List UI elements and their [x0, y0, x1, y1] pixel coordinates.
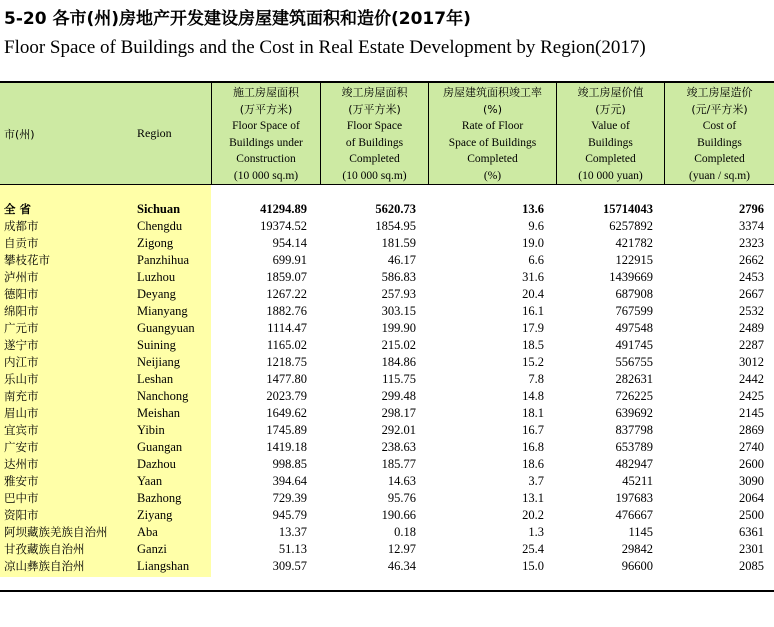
value-completed-value: 482947	[615, 457, 653, 471]
floor-space-completed-value: 181.59	[381, 236, 416, 250]
header-region-cn: 市(州)	[4, 128, 35, 141]
region-name-en: Deyang	[137, 287, 176, 301]
region-name-en: Mianyang	[137, 304, 188, 318]
floor-space-completed-value: 5620.73	[375, 202, 416, 216]
header-en-line: Buildings	[697, 136, 742, 149]
region-name-cn: 绵阳市	[4, 304, 39, 318]
cost-completed-value: 2667	[739, 287, 764, 301]
region-name-en: Suining	[137, 338, 176, 352]
value-completed-value: 726225	[615, 389, 653, 403]
value-completed-value: 687908	[615, 287, 653, 301]
value-completed-value: 282631	[615, 372, 653, 386]
value-completed-value: 96600	[621, 559, 653, 573]
header-unit: (%)	[483, 169, 502, 182]
header-cn: 竣工房屋价值	[577, 86, 644, 99]
floor-space-construction-value: 1882.76	[266, 304, 307, 318]
value-completed-value: 837798	[615, 423, 653, 437]
header-en-line: Rate of Floor	[461, 120, 524, 132]
completion-rate-value: 18.1	[522, 406, 544, 420]
floor-space-construction-value: 954.14	[272, 236, 307, 250]
completion-rate-value: 7.8	[528, 372, 544, 386]
region-name-en: Guangyuan	[137, 321, 195, 335]
floor-space-completed-value: 586.83	[381, 270, 416, 284]
value-completed-value: 29842	[621, 542, 653, 556]
header-en-line: Completed	[467, 153, 518, 165]
floor-space-construction-value: 1649.62	[266, 406, 307, 420]
region-name-cn: 广安市	[4, 440, 39, 454]
cost-completed-value: 2489	[739, 321, 764, 335]
completion-rate-value: 15.0	[522, 559, 544, 573]
table-row	[0, 439, 774, 456]
cost-completed-value: 2287	[739, 338, 764, 352]
table-row	[0, 303, 774, 320]
region-name-en: Guangan	[137, 440, 183, 454]
floor-space-completed-value: 12.97	[387, 542, 416, 556]
header-cn-unit: (万平方米)	[348, 102, 401, 116]
completion-rate-value: 20.4	[522, 287, 544, 301]
completion-rate-value: 16.8	[522, 440, 544, 454]
table-body	[0, 201, 774, 575]
header-col-floor-space-construction	[212, 83, 320, 184]
table-row-total	[0, 201, 774, 218]
header-col-cost-completed	[665, 83, 774, 184]
floor-space-completed-value: 46.17	[387, 253, 416, 267]
completion-rate-value: 13.6	[522, 202, 544, 216]
floor-space-construction-value: 19374.52	[260, 219, 307, 233]
table-row	[0, 269, 774, 286]
table-row	[0, 558, 774, 575]
table-row	[0, 252, 774, 269]
completion-rate-value: 20.2	[522, 508, 544, 522]
header-cn: 房屋建筑面积竣工率	[443, 86, 542, 99]
region-name-cn: 攀枝花市	[4, 253, 50, 267]
completion-rate-value: 14.8	[522, 389, 544, 403]
floor-space-completed-value: 299.48	[381, 389, 416, 403]
floor-space-completed-value: 303.15	[381, 304, 416, 318]
header-unit: (10 000 sq.m)	[233, 169, 299, 182]
table-row	[0, 422, 774, 439]
header-cn-unit: (元/平方米)	[691, 102, 748, 116]
completion-rate-value: 3.7	[528, 474, 544, 488]
floor-space-construction-value: 699.91	[272, 253, 307, 267]
region-name-en: Nanchong	[137, 389, 189, 403]
cost-completed-value: 2500	[739, 508, 764, 522]
cost-completed-value: 2740	[739, 440, 764, 454]
region-name-cn: 遂宁市	[4, 338, 39, 352]
region-name-en: Zigong	[137, 236, 174, 250]
header-cn: 竣工房屋面积	[341, 86, 408, 99]
cost-completed-value: 2869	[739, 423, 764, 437]
value-completed-value: 1145	[628, 525, 653, 539]
cost-completed-value: 2145	[739, 406, 764, 420]
region-name-en: Ganzi	[137, 542, 167, 556]
cost-completed-value: 3090	[739, 474, 764, 488]
table-row	[0, 541, 774, 558]
region-name-en: Liangshan	[137, 559, 190, 573]
region-name-en: Aba	[137, 525, 158, 539]
header-en-line: Buildings under	[229, 136, 303, 149]
region-name-en: Neijiang	[137, 355, 181, 369]
completion-rate-value: 16.7	[522, 423, 544, 437]
table-row	[0, 473, 774, 490]
value-completed-value: 491745	[615, 338, 653, 352]
region-name-cn: 眉山市	[4, 406, 39, 420]
region-name-en: Yaan	[137, 474, 163, 488]
region-name-en: Bazhong	[137, 491, 182, 505]
cost-completed-value: 2064	[739, 491, 764, 505]
floor-space-completed-value: 238.63	[381, 440, 416, 454]
value-completed-value: 15714043	[603, 202, 653, 216]
region-name-cn: 广元市	[4, 321, 39, 335]
floor-space-construction-value: 729.39	[272, 491, 307, 505]
floor-space-completed-value: 184.86	[381, 355, 416, 369]
value-completed-value: 476667	[615, 508, 653, 522]
floor-space-completed-value: 1854.95	[375, 219, 416, 233]
floor-space-construction-value: 1745.89	[266, 423, 307, 437]
header-en-line: Completed	[349, 153, 400, 165]
region-name-cn: 内江市	[4, 355, 39, 369]
floor-space-completed-value: 298.17	[381, 406, 416, 420]
table-row	[0, 354, 774, 371]
region-name-cn: 甘孜藏族自治州	[4, 542, 85, 556]
completion-rate-value: 31.6	[522, 270, 544, 284]
floor-space-construction-value: 41294.89	[260, 202, 307, 216]
table-row	[0, 337, 774, 354]
floor-space-construction-value: 1859.07	[266, 270, 307, 284]
floor-space-completed-value: 115.75	[382, 372, 416, 386]
table-row	[0, 320, 774, 337]
cost-completed-value: 2600	[739, 457, 764, 471]
completion-rate-value: 15.2	[522, 355, 544, 369]
floor-space-construction-value: 1165.02	[266, 338, 307, 352]
value-completed-value: 122915	[615, 253, 653, 267]
completion-rate-value: 9.6	[528, 219, 544, 233]
region-name-cn: 泸州市	[4, 270, 39, 284]
cost-completed-value: 2301	[739, 542, 764, 556]
value-completed-value: 1439669	[609, 270, 653, 284]
cost-completed-value: 2662	[739, 253, 764, 267]
completion-rate-value: 18.5	[522, 338, 544, 352]
completion-rate-value: 17.9	[522, 321, 544, 335]
value-completed-value: 767599	[615, 304, 653, 318]
region-name-en: Sichuan	[137, 202, 181, 216]
region-name-en: Leshan	[137, 372, 174, 386]
completion-rate-value: 6.6	[528, 253, 544, 267]
header-col-floor-space-completed	[321, 83, 428, 184]
floor-space-construction-value: 13.37	[278, 525, 307, 539]
header-unit: (10 000 yuan)	[578, 169, 643, 182]
floor-space-completed-value: 292.01	[381, 423, 416, 437]
region-name-en: Chengdu	[137, 219, 183, 233]
floor-space-construction-value: 1267.22	[266, 287, 307, 301]
header-en-line: Buildings	[588, 136, 633, 149]
region-name-cn: 宜宾市	[4, 423, 39, 437]
header-en-line: Cost of	[702, 120, 737, 132]
floor-space-construction-value: 51.13	[278, 542, 307, 556]
completion-rate-value: 18.6	[522, 457, 544, 471]
region-name-cn: 凉山彝族自治州	[4, 559, 85, 573]
floor-space-construction-value: 998.85	[272, 457, 307, 471]
region-name-en: Dazhou	[137, 457, 176, 471]
header-col-value-completed	[557, 83, 664, 184]
floor-space-completed-value: 215.02	[381, 338, 416, 352]
table-row	[0, 388, 774, 405]
region-name-en: Yibin	[137, 423, 165, 437]
table-row	[0, 507, 774, 524]
value-completed-value: 653789	[615, 440, 653, 454]
header-en-line: Floor Space	[346, 120, 403, 132]
floor-space-completed-value: 185.77	[381, 457, 416, 471]
header-en-line: Space of Buildings	[448, 136, 537, 149]
header-region-en: Region	[137, 126, 172, 140]
region-name-en: Panzhihua	[137, 253, 190, 267]
completion-rate-value: 1.3	[528, 525, 544, 539]
cost-completed-value: 2323	[739, 236, 764, 250]
header-en-line: of Buildings	[345, 136, 404, 149]
header-en-line: Completed	[585, 153, 636, 165]
header-cn-unit: (万平方米)	[239, 102, 293, 116]
cost-completed-value: 2453	[739, 270, 764, 284]
floor-space-completed-value: 257.93	[381, 287, 416, 301]
header-cn: 竣工房屋造价	[686, 86, 753, 99]
region-name-cn: 巴中市	[4, 491, 39, 505]
floor-space-completed-value: 14.63	[387, 474, 416, 488]
floor-space-completed-value: 199.90	[381, 321, 416, 335]
region-name-cn: 资阳市	[4, 508, 39, 522]
header-unit: (yuan / sq.m)	[688, 169, 750, 182]
table-row	[0, 218, 774, 235]
header-cn-unit: (万元)	[595, 102, 626, 116]
cost-completed-value: 3374	[739, 219, 764, 233]
region-name-en: Meishan	[137, 406, 181, 420]
header-en-line: Value of	[591, 120, 630, 132]
value-completed-value: 497548	[615, 321, 653, 335]
table-row	[0, 286, 774, 303]
value-completed-value: 45211	[622, 474, 653, 488]
floor-space-construction-value: 1477.80	[266, 372, 307, 386]
table-row	[0, 456, 774, 473]
page-title-english: Floor Space of Buildings and the Cost in Real Estate Development by Region(2017)	[4, 37, 646, 58]
floor-space-construction-value: 1114.47	[267, 321, 307, 335]
floor-space-completed-value: 0.18	[394, 525, 416, 539]
floor-space-construction-value: 309.57	[272, 559, 307, 573]
value-completed-value: 639692	[615, 406, 653, 420]
region-name-cn: 成都市	[4, 219, 39, 233]
floor-space-construction-value: 2023.79	[266, 389, 307, 403]
cost-completed-value: 2796	[739, 202, 764, 216]
header-en-line: Floor Space of	[232, 120, 300, 132]
table-row	[0, 371, 774, 388]
header-cn-unit: (%)	[482, 102, 503, 116]
floor-space-construction-value: 394.64	[272, 474, 307, 488]
table-row	[0, 524, 774, 541]
floor-space-construction-value: 1218.75	[266, 355, 307, 369]
header-cn: 施工房屋面积	[233, 86, 299, 99]
floor-space-construction-value: 1419.18	[266, 440, 307, 454]
region-name-cn: 南充市	[4, 389, 39, 403]
cost-completed-value: 2442	[739, 372, 764, 386]
table-row	[0, 235, 774, 252]
table-row	[0, 490, 774, 507]
floor-space-construction-value: 945.79	[272, 508, 307, 522]
completion-rate-value: 16.1	[522, 304, 544, 318]
table-bottom-rule	[0, 590, 774, 592]
region-name-cn: 阿坝藏族羌族自治州	[4, 525, 108, 539]
cost-completed-value: 2085	[739, 559, 764, 573]
cost-completed-value: 2532	[739, 304, 764, 318]
region-name-en: Luzhou	[137, 270, 176, 284]
value-completed-value: 556755	[615, 355, 653, 369]
value-completed-value: 6257892	[609, 219, 653, 233]
header-col-completion-rate	[429, 83, 556, 184]
region-name-cn: 自贡市	[4, 236, 39, 250]
cost-completed-value: 2425	[739, 389, 764, 403]
floor-space-completed-value: 95.76	[387, 491, 416, 505]
cost-completed-value: 6361	[739, 525, 764, 539]
completion-rate-value: 25.4	[522, 542, 544, 556]
region-name-cn: 达州市	[4, 457, 39, 471]
region-name-cn: 全 省	[4, 202, 32, 216]
value-completed-value: 197683	[615, 491, 653, 505]
region-name-en: Ziyang	[137, 508, 173, 522]
page-title-chinese: 5-20 各市(州)房地产开发建设房屋建筑面积和造价(2017年)	[4, 9, 471, 29]
region-name-cn: 乐山市	[4, 372, 39, 386]
floor-space-completed-value: 46.34	[387, 559, 416, 573]
header-en-line: Construction	[236, 153, 296, 165]
header-unit: (10 000 sq.m)	[342, 169, 407, 182]
cost-completed-value: 3012	[739, 355, 764, 369]
table-row	[0, 405, 774, 422]
completion-rate-value: 13.1	[522, 491, 544, 505]
floor-space-completed-value: 190.66	[381, 508, 416, 522]
region-name-cn: 雅安市	[4, 474, 39, 488]
region-name-cn: 德阳市	[4, 287, 39, 301]
value-completed-value: 421782	[615, 236, 653, 250]
header-en-line: Completed	[694, 153, 745, 165]
completion-rate-value: 19.0	[522, 236, 544, 250]
